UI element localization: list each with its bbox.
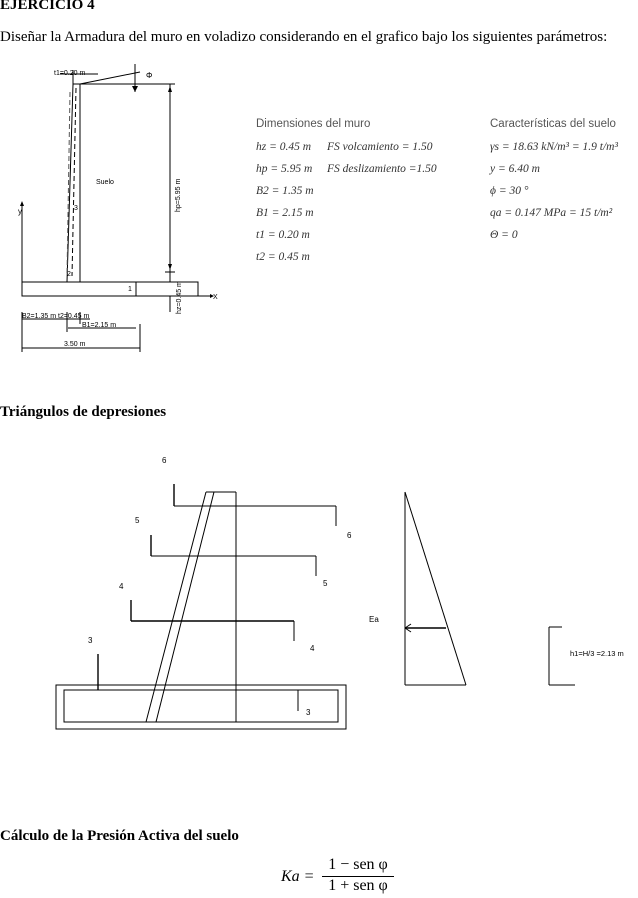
param-hz: hz = 0.45 m (256, 141, 312, 153)
param-phi: ϕ = 30 ° (490, 185, 529, 197)
total-label: 3.50 m (64, 341, 86, 348)
param-qa: qa = 0.147 MPa = 15 t/m² (490, 207, 613, 219)
exercise-title: EJERCICIO 4 (0, 0, 95, 13)
param-t2: t2 = 0.45 m (256, 251, 310, 263)
param-fs-deslizamiento: FS deslizamiento =1.50 (327, 163, 437, 175)
param-b1: B1 = 2.15 m (256, 207, 314, 219)
param-hp: hp = 5.95 m (256, 163, 313, 175)
num-2: 2 (67, 271, 71, 278)
num-1: 1 (128, 286, 132, 293)
level-3-right: 3 (306, 708, 311, 717)
level-5-left: 5 (135, 516, 140, 525)
y-axis-label: y (18, 207, 22, 216)
hp-label: hp=5.95 m (175, 178, 182, 212)
level-6-left: 6 (162, 456, 167, 465)
level-4-right: 4 (310, 644, 315, 653)
num-3: 3 (74, 205, 78, 212)
ka-numerator: 1 − sen φ (328, 856, 388, 873)
b2-t2-label: B2=1.35 m t2=0.45 m (22, 313, 90, 320)
param-y: y = 6.40 m (490, 163, 540, 175)
ka-heading: Cálculo de la Presión Activa del suelo (0, 828, 239, 844)
muro-heading: Dimensiones del muro (256, 118, 371, 130)
param-b2: B2 = 1.35 m (256, 185, 314, 197)
level-4-left: 4 (119, 582, 124, 591)
ka-lhs: Ka = (281, 868, 315, 885)
t1-label: t1=0.20 m (54, 70, 86, 77)
param-theta: Θ = 0 (490, 229, 518, 241)
b1-label: B1=2.15 m (82, 322, 117, 329)
phi-mark: Φ (146, 71, 153, 80)
param-fs-volcamiento: FS volcamiento = 1.50 (327, 141, 433, 153)
param-ys: γs = 18.63 kN/m³ = 1.9 t/m³ (490, 141, 618, 153)
level-3-left: 3 (88, 636, 93, 645)
level-5-right: 5 (323, 579, 328, 588)
triangles-heading: Triángulos de depresiones (0, 404, 167, 420)
x-axis-label: X (213, 294, 218, 301)
h1-label: h1=H/3 =2.13 m (570, 649, 624, 658)
wall-figure (0, 62, 240, 362)
ea-label: Ea (369, 615, 379, 624)
suelo-heading: Características del suelo (490, 118, 616, 130)
level-6-right: 6 (347, 531, 352, 540)
param-t1: t1 = 0.20 m (256, 229, 310, 241)
intro-text: Diseñar la Armadura del muro en voladizo considerando en el grafico bajo los siguientes parámetros: (0, 29, 608, 45)
hz-label: hz=0.45 m (176, 281, 183, 314)
ka-denominator: 1 + sen φ (328, 877, 388, 894)
suelo-label: Suelo (96, 179, 114, 186)
pressure-triangles-figure (0, 440, 638, 740)
